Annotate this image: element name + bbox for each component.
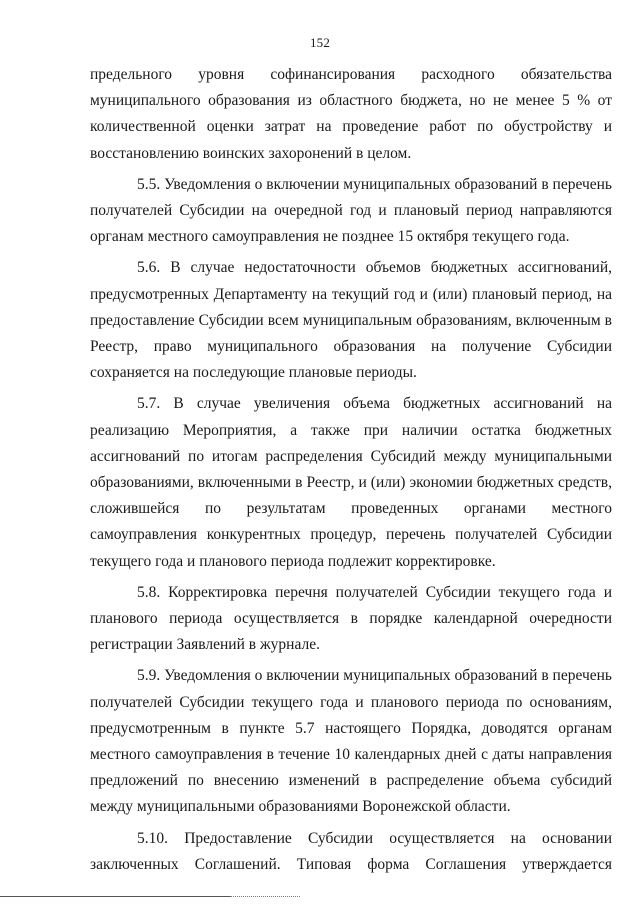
paragraph-5-5: 5.5. Уведомления о включении муниципальных образований в перечень получателей Субсидии на очередной год и плановый период направляются органам местного самоуправления не позднее 15 октября текущего года. — [90, 175, 612, 246]
paragraph-5-6: 5.6. В случае недостаточности объемов бюджетных ассигнований, предусмотренных Департаменту на текущий год и (или) плановый период, на предоставление Субсидии всем муниципальным образованиям, включенным в Реестр, право муниципального образования на получение Субсидии сохраняется на последующие плановые периоды. — [90, 259, 612, 382]
paragraph-5-7: 5.7. В случае увеличения объема бюджетных ассигнований на реализацию Мероприятия, а также при наличии остатка бюджетных ассигнований по итогам распределения Субсидий между муниципальными образованиями, включенными в Реестр, и (или) экономии бюджетных средств, сложившейся по результатам проведенных органами местного самоуправления конкурентных процедур, перечень получателей Субсидии текущего года и планового периода подлежит корректировке. — [90, 395, 612, 570]
paragraph-5-10: 5.10. Предоставление Субсидии осуществляется на основании заключенных Соглашений. Типовая форма Соглашения утверждается — [90, 829, 612, 873]
document-body — [90, 62, 612, 883]
page-number: 152 — [309, 35, 331, 50]
paragraph-5-8: 5.8. Корректировка перечня получателей Субсидии текущего года и планового периода осуществляется в порядке календарной очередности регистрации Заявлений в журнале. — [90, 583, 612, 654]
scan-edge-dots — [230, 896, 300, 897]
paragraph-continuation: предельного уровня софинансирования расходного обязательства муниципального образования из областного бюджета, но не менее 5 % от количественной оценки затрат на проведение работ по обустройству и восстановлению воинских захоронений в целом. — [90, 66, 612, 162]
scan-edge-line — [0, 896, 230, 897]
paragraph-5-9: 5.9. Уведомления о включении муниципальных образований в перечень получателей Субсидии текущего года и планового периода по основаниям, предусмотренным в пункте 5.7 настоящего Порядка, доводятся органам местного самоуправления в течение 10 календарных дней с даты направления предложений по внесению изменений в распределение объема субсидий между муниципальными образованиями Воронежской области. — [90, 667, 612, 816]
